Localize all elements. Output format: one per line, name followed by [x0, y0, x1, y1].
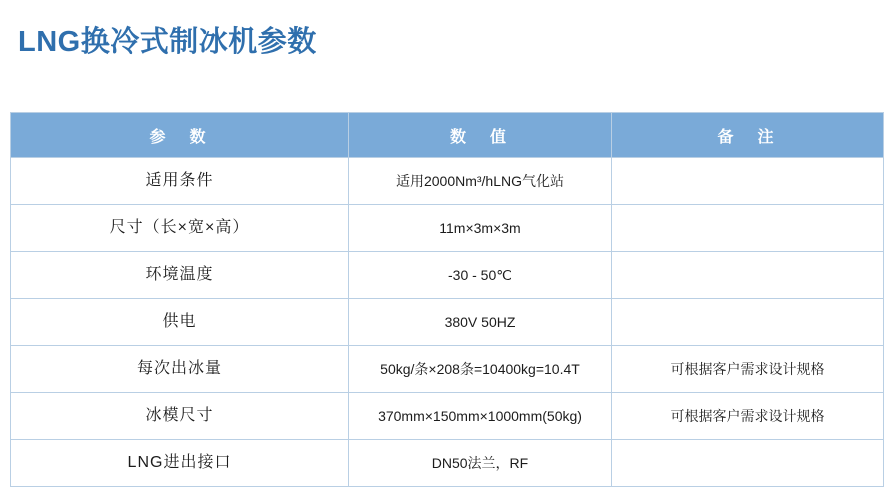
table-header-row [11, 113, 884, 158]
page-title: LNG换冷式制冰机参数 [18, 26, 317, 58]
table-row [11, 393, 884, 440]
column-header-parameter: 参 数 [11, 113, 349, 158]
table-row [11, 440, 884, 487]
table-row [11, 205, 884, 252]
cell-parameter: 尺寸（长×宽×高） [11, 205, 349, 252]
table-row [11, 158, 884, 205]
cell-note [612, 205, 884, 252]
cell-value: 50kg/条×208条=10400kg=10.4T [349, 346, 612, 393]
parameters-table-container [10, 112, 883, 487]
cell-note [612, 252, 884, 299]
table-row [11, 346, 884, 393]
column-header-value: 数 值 [349, 113, 612, 158]
cell-parameter: 每次出冰量 [11, 346, 349, 393]
cell-value: 370mm×150mm×1000mm(50kg) [349, 393, 612, 440]
cell-parameter: 环境温度 [11, 252, 349, 299]
cell-value: DN50法兰，RF [349, 440, 612, 487]
column-header-note: 备 注 [612, 113, 884, 158]
cell-parameter: 冰模尺寸 [11, 393, 349, 440]
cell-note [612, 158, 884, 205]
cell-note [612, 440, 884, 487]
table-row [11, 252, 884, 299]
cell-parameter: 供电 [11, 299, 349, 346]
cell-value: 380V 50HZ [349, 299, 612, 346]
cell-value: 11m×3m×3m [349, 205, 612, 252]
table-row [11, 299, 884, 346]
cell-value: 适用2000Nm³/hLNG气化站 [349, 158, 612, 205]
parameters-table [10, 112, 884, 487]
cell-note: 可根据客户需求设计规格 [612, 346, 884, 393]
cell-parameter: LNG进出接口 [11, 440, 349, 487]
cell-note [612, 299, 884, 346]
cell-note: 可根据客户需求设计规格 [612, 393, 884, 440]
cell-parameter: 适用条件 [11, 158, 349, 205]
cell-value: -30 - 50℃ [349, 252, 612, 299]
